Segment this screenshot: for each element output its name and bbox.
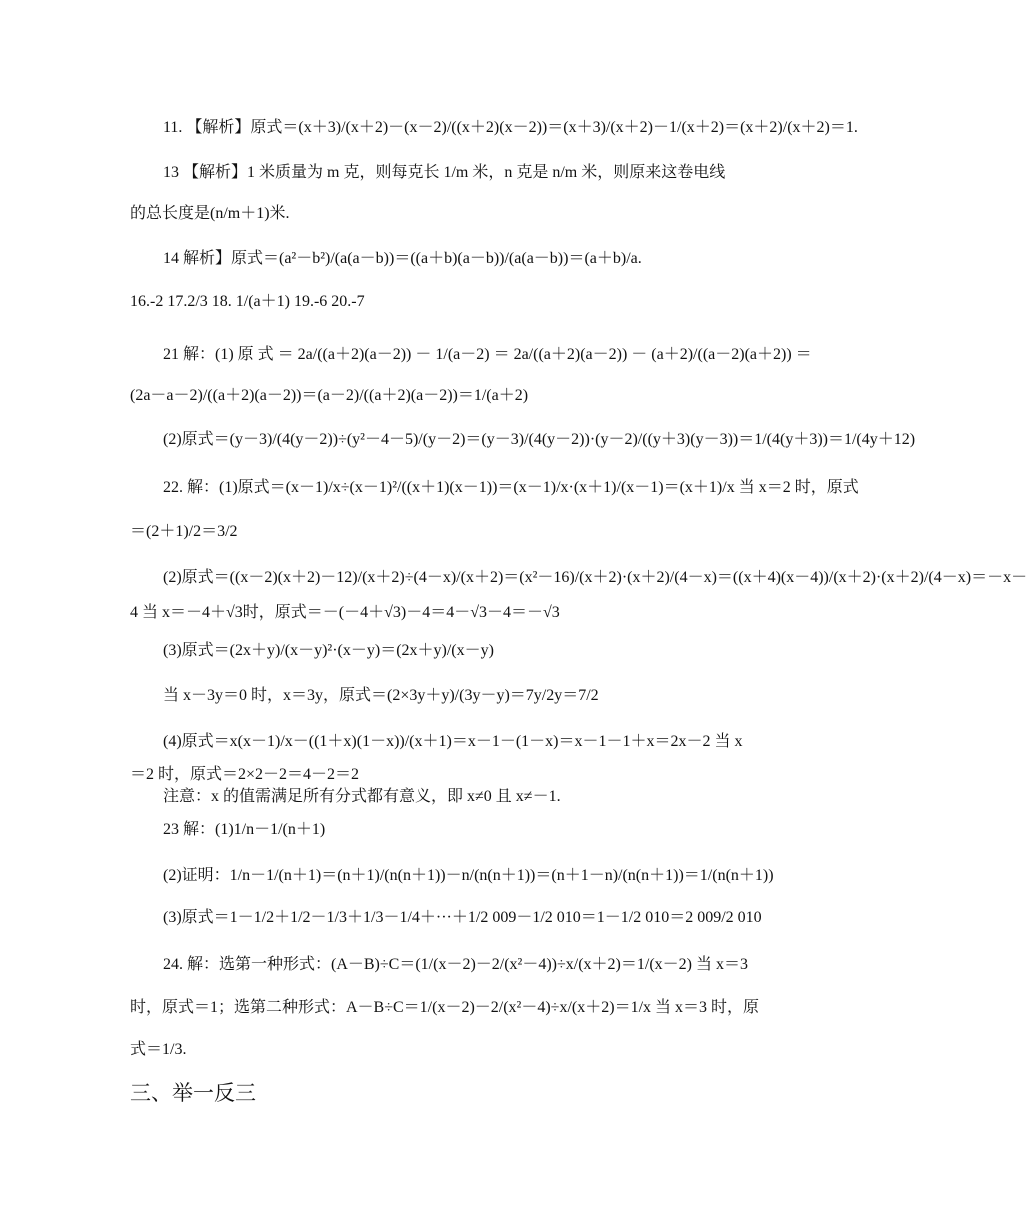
solution-line-21-2: (2)原式＝(y－3)/(4(y－2))÷(y²－4－5)/(y－2)＝(y－3)/(4(y－2))·(y－2)/((y＋3)(y－3))＝1/(4(y＋3))＝1/(4y＋12) [163, 431, 916, 448]
solution-line-22-1b: ＝(2＋1)/2＝3/2 [130, 523, 238, 540]
solution-line-21-1: 21 解：(1) 原 式 ＝ 2a/((a＋2)(a－2)) － 1/(a－2) ＝ 2a/((a＋2)(a－2)) － (a＋2)/((a－2)(a＋2)) ＝ [163, 346, 812, 363]
solution-line-11: 11. 【解析】原式＝(x＋3)/(x＋2)－(x－2)/((x＋2)(x－2))＝(x＋3)/(x＋2)－1/(x＋2)＝(x＋2)/(x＋2)＝1. [163, 119, 858, 136]
solution-line-22-1: 22. 解：(1)原式＝(x－1)/x÷(x－1)²/((x＋1)(x－1))＝(x－1)/x·(x＋1)/(x－1)＝(x＋1)/x 当 x＝2 时，原式 [163, 479, 859, 496]
solution-line-22-4b: ＝2 时，原式＝2×2－2＝4－2＝2 [130, 766, 360, 783]
solution-line-13: 13 【解析】1 米质量为 m 克，则每克长 1/m 米，n 克是 n/m 米，则原来这卷电线 [163, 164, 726, 181]
note-line: 注意：x 的值需满足所有分式都有意义，即 x≠0 且 x≠－1. [163, 788, 561, 805]
solution-line-22-2: (2)原式＝((x－2)(x＋2)－12)/(x＋2)÷(4－x)/(x＋2)＝(x²－16)/(x＋2)·(x＋2)/(4－x)＝((x＋4)(x－4))/(x＋2)·(x＋2)/(4－x)＝－x－ [163, 569, 1027, 586]
solution-line-14: 14 解析】原式＝(a²－b²)/(a(a－b))＝((a＋b)(a－b))/(a(a－b))＝(a＋b)/a. [163, 250, 642, 267]
solution-line-23-2: (2)证明：1/n－1/(n＋1)＝(n＋1)/(n(n＋1))－n/(n(n＋1))＝(n＋1－n)/(n(n＋1))＝1/(n(n＋1)) [163, 867, 774, 884]
solution-line-13b: 的总长度是(n/m＋1)米. [130, 205, 290, 222]
solution-line-22-3b: 当 x－3y＝0 时，x＝3y，原式＝(2×3y＋y)/(3y－y)＝7y/2y＝7/2 [163, 687, 599, 704]
solution-line-21-1b: (2a－a－2)/((a＋2)(a－2))＝(a－2)/((a＋2)(a－2))＝1/(a＋2) [130, 387, 529, 404]
solution-line-23-3: (3)原式＝1－1/2＋1/2－1/3＋1/3－1/4＋···＋1/2 009－1/2 010＝1－1/2 010＝2 009/2 010 [163, 909, 762, 926]
solution-line-22-2b: 4 当 x＝－4＋√3时，原式＝－(－4＋√3)－4＝4－√3－4＝－√3 [130, 604, 560, 621]
solution-line-24: 24. 解：选第一种形式：(A－B)÷C＝(1/(x－2)－2/(x²－4))÷x/(x＋2)＝1/(x－2) 当 x＝3 [163, 956, 748, 973]
solution-line-22-4: (4)原式＝x(x－1)/x－((1＋x)(1－x))/(x＋1)＝x－1－(1－x)＝x－1－1＋x＝2x－2 当 x [163, 733, 743, 750]
section-heading: 三、举一反三 [130, 1081, 256, 1105]
solution-line-24c: 式＝1/3. [130, 1041, 187, 1058]
solution-line-22-3: (3)原式＝(2x＋y)/(x－y)²·(x－y)＝(2x＋y)/(x－y) [163, 642, 494, 659]
solution-line-23-1: 23 解：(1)1/n－1/(n＋1) [163, 821, 326, 838]
solution-line-24b: 时，原式＝1；选第二种形式：A－B÷C＝1/(x－2)－2/(x²－4)÷x/(x＋2)＝1/x 当 x＝3 时，原 [130, 999, 760, 1016]
answers-16-20: 16.-2 17.2/3 18. 1/(a＋1) 19.-6 20.-7 [130, 293, 365, 310]
